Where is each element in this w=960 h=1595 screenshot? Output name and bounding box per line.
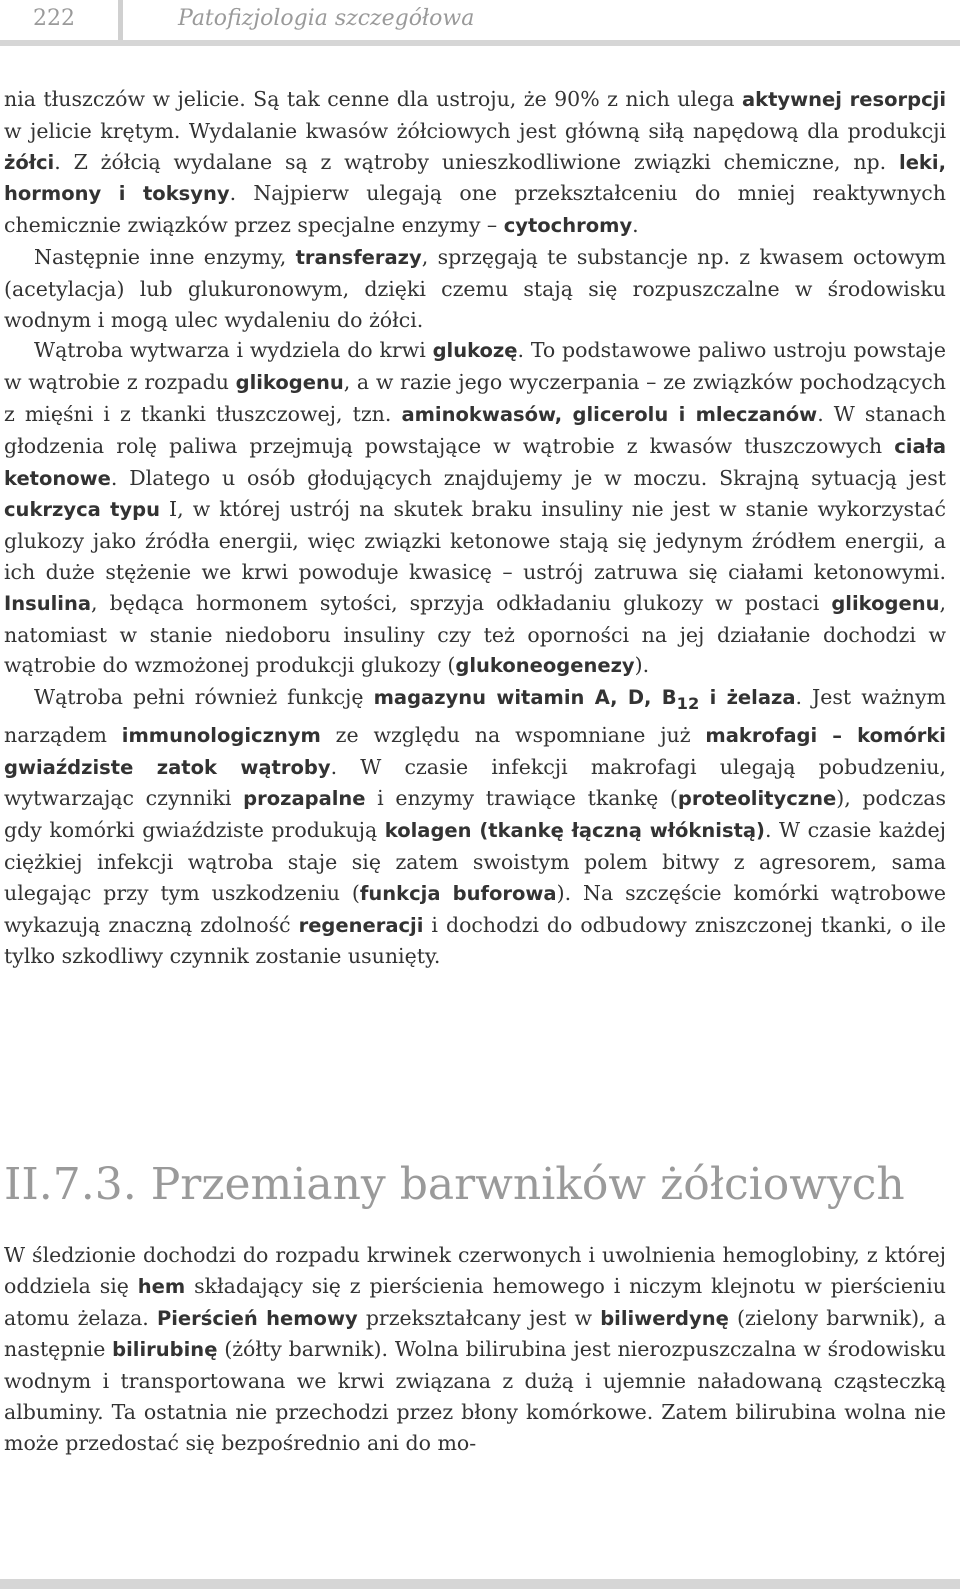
bold-term: biliwerdynę xyxy=(600,1306,729,1330)
text-run: Wątroba wytwarza i wydziela do krwi xyxy=(34,338,433,363)
bold-term: Insulina xyxy=(4,591,92,615)
bold-term: glikogenu xyxy=(831,591,940,615)
text-run: ). xyxy=(634,653,650,678)
text-run: ). Na szczęście komórki wątrobowe wykazują znaczną zdolność xyxy=(4,880,946,937)
text-run: , a w razie jego wyczerpania – ze związków pochodzących z mięśni i z tkanki tłuszczowej, tzn. xyxy=(4,370,946,426)
bold-term-part: magazynu witamin A, D, B xyxy=(373,686,677,710)
bold-term: proteolityczne xyxy=(677,787,837,811)
text-run: , będąca hormonem sytości, sprzyja odkładaniu glukozy w postaci xyxy=(91,590,832,615)
text-run: . W czasie infekcji makrofagi ulegają pobudzeniu, wytwarzając czynniki xyxy=(4,754,946,811)
bold-term: funkcja buforowa xyxy=(359,881,557,905)
text-run: przekształcany jest w xyxy=(357,1305,601,1330)
bold-term: hem xyxy=(137,1274,186,1298)
bold-term: cytochromy xyxy=(503,214,633,238)
bold-term: bilirubinę xyxy=(112,1338,218,1362)
main-text xyxy=(4,84,946,972)
bold-term: aktywnej resorpcji xyxy=(741,88,946,111)
bold-term: aminokwasów, glicerolu i mleczanów xyxy=(401,402,818,426)
running-title: Patofizjologia szczegółowa xyxy=(178,6,475,31)
bold-term-part: i żelaza xyxy=(699,686,796,710)
bold-term: leki, hormony i toksyny xyxy=(4,150,946,206)
text-run: . Najpierw ulegają one przekształceniu do mniej reaktywnych chemicznie związków przez specjalne enzymy – xyxy=(4,181,946,238)
text-run: składający się z pierścienia hemowego i niczym klejnotu w pierścieniu atomu żelaza. xyxy=(4,1273,946,1330)
bold-term: Pierścień hemowy xyxy=(156,1306,358,1330)
bold-term: regeneracji xyxy=(298,913,424,937)
text-run: Wątroba pełni również funkcję xyxy=(34,685,374,710)
bold-term: makrofagi – komórki gwiaździste zatok wątroby xyxy=(4,723,946,779)
bold-term: cukrzyca typu xyxy=(4,498,160,522)
bold-term: transferazy xyxy=(295,245,422,269)
text-run: I, w której ustrój na skutek braku insuliny nie jest w stanie wykorzystać glukozy jako źródła energii, więc związki ketonowe stają się jedynym źródłem energii, a ich duże stężenie we krwi powoduje kwasicę – ustrój zatruwa się ciałami ketonowymi. xyxy=(4,497,947,584)
text-run: . Dlatego u osób głodujących znajdujemy je w moczu. Skrajną sytuacją jest xyxy=(110,465,946,490)
section-heading: II.7.3. Przemiany barwników żółciowych xyxy=(4,1159,905,1210)
text-run: ze względu na wspomniane już xyxy=(320,722,706,747)
bold-term: glukoneogenezy xyxy=(455,654,635,678)
text-run: ), podczas gdy komórki gwiaździste produkują xyxy=(4,786,946,843)
text-run: w jelicie krętym. Wydalanie kwasów żółciowych jest główną siłą napędową dla produkcji xyxy=(4,118,946,143)
paragraph xyxy=(4,242,946,335)
text-run: , natomiast w stanie niedoboru insuliny czy też oporności na jej działanie dochodzi w wątrobie do wzmożonej produkcji glukozy ( xyxy=(4,590,946,678)
text-run: . W stanach głodzenia rolę paliwa przejmują powstające w wątrobie z kwasów tłuszczowych xyxy=(4,401,946,458)
bold-term: ciała ketonowe xyxy=(4,434,946,490)
header-rule xyxy=(0,40,960,46)
text-run: Następnie inne enzymy, xyxy=(34,244,296,269)
section-bile-pigments xyxy=(4,1158,946,1459)
bold-term: żółci xyxy=(4,150,55,174)
text-run: . To podstawowe paliwo ustroju powstaje w wątrobie z rozpadu xyxy=(4,338,947,395)
bold-term: glukozę xyxy=(432,339,518,363)
bold-term: immunologicznym xyxy=(121,723,321,747)
text-run: i enzymy trawiące tkankę ( xyxy=(365,786,678,811)
paragraph xyxy=(4,335,946,682)
text-run: , sprzęgają te substancje np. z kwasem octowym (acetylacja) lub glukuronowym, dzięki czemu stają się rozpuszczalne w środowisku wodnym i mogą ulec wydaleniu do żółci. xyxy=(4,244,946,332)
bold-term: prozapalne xyxy=(243,787,366,811)
text-run: W śledzionie dochodzi do rozpadu krwinek czerwonych i uwolnienia hemoglobiny, z której oddziela się xyxy=(4,1243,946,1298)
text-run: . Jest ważnym narządem xyxy=(4,685,946,747)
paragraph xyxy=(4,1240,946,1459)
text-run: (żółty barwnik). Wolna bilirubina jest nierozpuszczalna w środowisku wodnym i transportowana we krwi związana z dużą i ujemnie naładowaną cząsteczką albuminy. Ta ostatnia nie przechodzi przez błony komórkowe. Zatem bilirubina wolna nie może przedostać się bezpośrednio ani do mo- xyxy=(4,1337,946,1455)
page-header xyxy=(0,0,960,50)
text-run: . xyxy=(632,213,639,238)
bold-term xyxy=(373,686,796,714)
page-number: 222 xyxy=(33,6,75,31)
paragraph xyxy=(4,84,946,242)
text-run: . W czasie każdej ciężkiej infekcji wątroba staje się zatem swoistym polem bitwy z agresorem, sama ulegając przy tym uszkodzeniu ( xyxy=(4,818,946,905)
subscript: 12 xyxy=(676,694,700,714)
header-divider xyxy=(118,0,123,44)
footer-rule xyxy=(0,1579,960,1589)
paragraph xyxy=(4,682,946,972)
bold-term: glikogenu xyxy=(235,371,344,395)
text-run: . Z żółcią wydalane są z wątroby unieszkodliwione związki chemiczne, np. xyxy=(54,149,900,174)
text-run: (zielony barwnik), a następnie xyxy=(4,1305,946,1362)
text-run: nia tłuszczów w jelicie. Są tak cenne dla ustroju, że 90% z nich ulega xyxy=(4,87,742,111)
bold-term: kolagen (tkankę łączną włóknistą) xyxy=(384,819,765,843)
text-run: i dochodzi do odbudowy zniszczonej tkanki, o ile tylko szkodliwy czynnik zostanie usunięty. xyxy=(4,912,946,969)
